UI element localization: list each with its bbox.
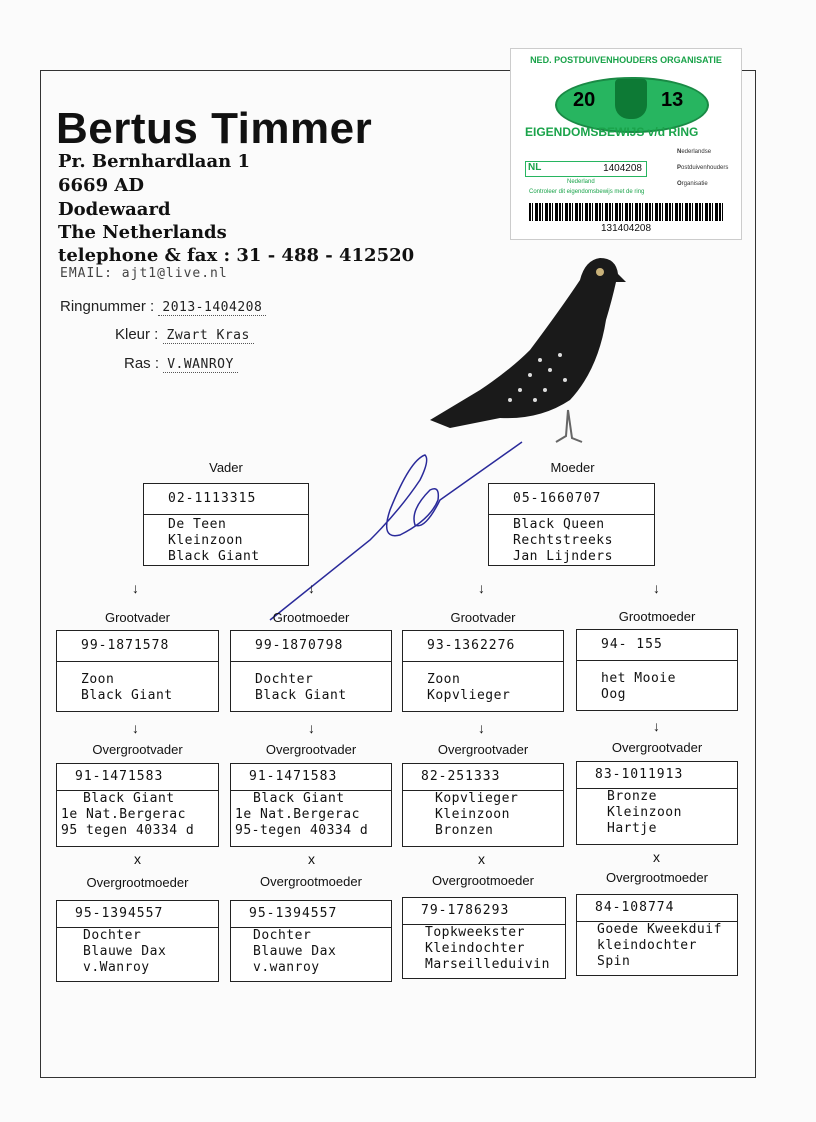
stamp-country-code: NL — [526, 162, 556, 173]
great-grandmother-label: Overgrootmoeder — [86, 875, 189, 890]
grandparent-label: Grootvader — [104, 610, 171, 625]
color-field — [115, 326, 254, 343]
ring-number: 79-1786293 — [403, 898, 565, 925]
great-grandmother-label: Overgrootmoeder — [260, 874, 362, 889]
ring-field — [60, 298, 266, 315]
line: Dochter — [253, 928, 312, 943]
great-grandmother-label: Overgrootmoeder — [432, 873, 534, 888]
barcode — [529, 203, 725, 221]
breed-field — [124, 355, 238, 372]
line: Kleindochter — [425, 941, 525, 956]
stamp-npo-o: rganisatie — [681, 181, 708, 187]
line: Spin — [597, 954, 631, 969]
ring-number: 95-1394557 — [57, 901, 218, 928]
grandparent-label: Grootmoeder — [618, 609, 696, 624]
ring-number: 82-251333 — [403, 764, 563, 791]
stamp-country: Nederland — [567, 179, 595, 185]
stamp-control-text: Controleer dit eigendomsbewijs met de ring — [529, 189, 645, 195]
arrow: ↓ — [132, 720, 139, 736]
line: Jan Lijnders — [513, 549, 613, 564]
ring-number: 99-1871578 — [57, 631, 218, 662]
line: Kleinzoon — [168, 533, 243, 548]
parent-card-mother — [488, 483, 655, 566]
great-grandmother-card — [230, 900, 392, 982]
ownership-certificate-stamp: NED. POSTDUIVENHOUDERS ORGANISATIE 20 13 EIGENDOMSBEWIJS v/d RING NL 1404208 Nederlandse Postduivenhouders Organisatie Nederland Controleer dit eigendomsbewijs met de ring 131404208 — [510, 48, 742, 240]
cross-mark: x — [134, 851, 141, 867]
line: Black Giant — [253, 791, 345, 806]
line: Oog — [601, 687, 626, 702]
arrow: ↓ — [653, 580, 660, 596]
grandparent-label: Grootmoeder — [272, 610, 350, 625]
great-grandmother-card — [576, 894, 738, 976]
cross-mark: x — [653, 849, 660, 865]
line: 1e Nat.Bergerac — [61, 807, 186, 822]
line: Black Giant — [255, 688, 347, 703]
breed-label: Ras : — [124, 355, 160, 372]
owner-street: Pr. Bernhardlaan 1 — [58, 151, 250, 172]
great-grandmother-label: Overgrootmoeder — [606, 870, 708, 885]
line: 95-tegen 40334 d — [235, 823, 369, 838]
breed-value: V.WANROY — [163, 357, 238, 373]
color-value: Zwart Kras — [163, 328, 254, 344]
color-label: Kleur : — [115, 326, 159, 343]
line: Hartje — [607, 821, 657, 836]
ring-value: 2013-1404208 — [158, 300, 266, 316]
line: Bronzen — [435, 823, 494, 838]
lion-crest-icon — [615, 79, 647, 119]
line: Marseilleduivin — [425, 957, 550, 972]
parent-label: Moeder — [550, 460, 595, 475]
great-grandfather-label: Overgrootvader — [437, 742, 529, 757]
great-grandfather-card — [402, 763, 564, 847]
parent-card-father — [143, 483, 309, 566]
great-grandfather-label: Overgrootvader — [92, 742, 183, 757]
stamp-ring-field — [525, 161, 647, 177]
line: Goede Kweekduif — [597, 922, 722, 937]
pigeon-photo — [420, 250, 630, 450]
line: Dochter — [83, 928, 142, 943]
stamp-title: EIGENDOMSBEWIJS v/d RING — [525, 125, 699, 139]
ring-number: 91-1471583 — [57, 764, 218, 791]
arrow: ↓ — [478, 720, 485, 736]
parent-label: Vader — [209, 460, 243, 475]
line: Black Queen — [513, 517, 605, 532]
great-grandfather-label: Overgrootvader — [265, 742, 357, 757]
owner-name: Bertus Timmer — [56, 104, 373, 153]
ring-number: 94- 155 — [577, 630, 737, 661]
line: Black Giant — [81, 688, 173, 703]
arrow: ↓ — [478, 580, 485, 596]
ring-number: 05-1660707 — [489, 484, 654, 515]
ring-number: 99-1870798 — [231, 631, 391, 662]
line: Blauwe Dax — [253, 944, 337, 959]
grandparent-label: Grootvader — [450, 610, 516, 625]
owner-country: The Netherlands — [58, 222, 227, 243]
line: Black Giant — [168, 549, 260, 564]
line: Zoon — [81, 672, 115, 687]
line: Kopvlieger — [427, 688, 511, 703]
line: het Mooie — [601, 671, 676, 686]
great-grandfather-label: Overgrootvader — [611, 740, 703, 755]
great-grandmother-card — [56, 900, 219, 982]
arrow: ↓ — [132, 580, 139, 596]
line: 1e Nat.Bergerac — [235, 807, 360, 822]
barcode-number: 131404208 — [600, 223, 652, 234]
ring-label: Ringnummer : — [60, 298, 155, 315]
cross-mark: x — [478, 851, 485, 867]
ring-number: 91-1471583 — [231, 764, 391, 791]
grandparent-card — [402, 630, 564, 712]
great-grandfather-card — [576, 761, 738, 845]
ring-number: 84-108774 — [577, 895, 737, 922]
stamp-npo-n: ederlandse — [681, 149, 712, 155]
grandparent-card — [56, 630, 219, 712]
line: Kopvlieger — [435, 791, 519, 806]
stamp-org: NED. POSTDUIVENHOUDERS ORGANISATIE — [530, 55, 722, 65]
line: Black Giant — [83, 791, 175, 806]
stamp-year-left: 20 — [573, 89, 596, 111]
arrow: ↓ — [308, 580, 315, 596]
stamp-npo-p: ostduivenhouders — [681, 165, 729, 171]
ring-number: 83-1011913 — [577, 762, 737, 789]
line: Kleinzoon — [435, 807, 510, 822]
great-grandfather-card — [230, 763, 392, 847]
line: De Teen — [168, 517, 227, 532]
line: v.Wanroy — [83, 960, 150, 975]
grandparent-card — [576, 629, 738, 711]
line: Zoon — [427, 672, 461, 687]
cross-mark: x — [308, 851, 315, 867]
ring-number: 95-1394557 — [231, 901, 391, 928]
arrow: ↓ — [653, 718, 660, 734]
owner-phone: telephone & fax : 31 - 488 - 412520 — [58, 245, 415, 266]
owner-city: Dodewaard — [58, 199, 171, 220]
stamp-ring-number: 1404208 — [603, 163, 642, 174]
line: Rechtstreeks — [513, 533, 613, 548]
line: Topkweekster — [425, 925, 525, 940]
grandparent-card — [230, 630, 392, 712]
stamp-year-right: 13 — [661, 89, 684, 111]
line: Bronze — [607, 789, 657, 804]
line: Blauwe Dax — [83, 944, 167, 959]
great-grandfather-card — [56, 763, 219, 847]
great-grandmother-card — [402, 897, 566, 979]
arrow: ↓ — [308, 720, 315, 736]
line: v.wanroy — [253, 960, 320, 975]
ring-number: 93-1362276 — [403, 631, 563, 662]
line: Dochter — [255, 672, 314, 687]
line: kleindochter — [597, 938, 697, 953]
ring-number: 02-1113315 — [144, 484, 308, 515]
line: 95 tegen 40334 d — [61, 823, 195, 838]
owner-email: EMAIL: ajt1@live.nl — [60, 266, 228, 281]
line: Kleinzoon — [607, 805, 682, 820]
owner-postcode: 6669 AD — [58, 175, 144, 196]
